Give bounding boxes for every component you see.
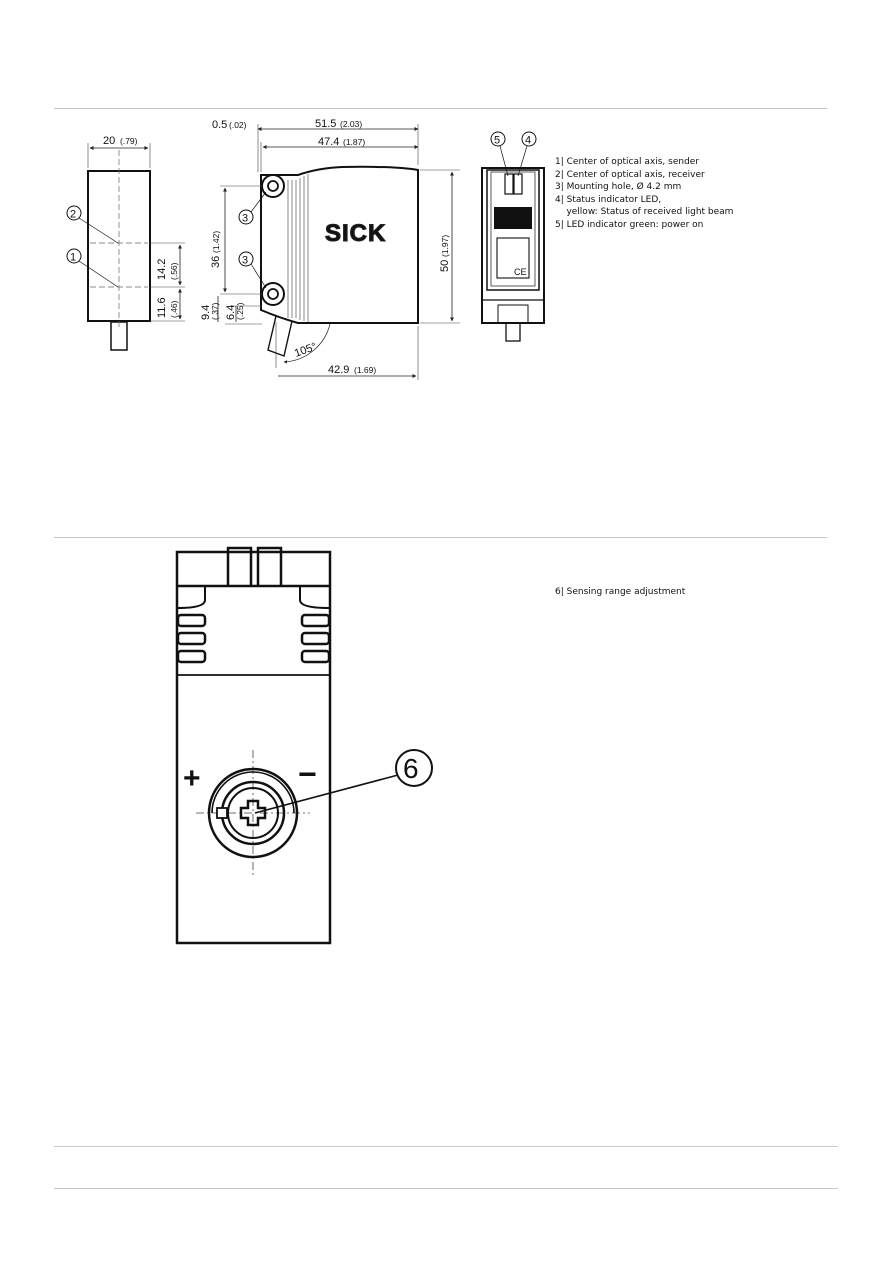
legend-section-2 xyxy=(555,586,685,599)
marker-3-upper: 3 xyxy=(242,212,249,225)
legend-item: 6| Sensing range adjustment xyxy=(555,587,686,597)
back-brand-logo: SICK xyxy=(500,213,529,227)
footer-rule-1 xyxy=(54,1146,838,1147)
body-length-label-in: (1.87) xyxy=(343,137,366,147)
total-length-label: 51.5 xyxy=(315,118,337,130)
legend-section-1 xyxy=(555,156,733,232)
front-spacing-label-in: (.56) xyxy=(169,262,179,280)
bottom-length-label: 42.9 xyxy=(328,364,350,376)
side-view xyxy=(200,118,460,380)
offset-label-in: (.02) xyxy=(229,120,247,130)
height-label: 50 xyxy=(439,259,451,272)
total-length-label-in: (2.03) xyxy=(340,119,363,129)
adjustment-drawing xyxy=(0,540,892,970)
body-length-label: 47.4 xyxy=(318,136,340,148)
legend-item: 4| Status indicator LED, xyxy=(555,194,662,205)
side-brand-logo: SICK xyxy=(325,220,387,247)
front-bottom-label-in: (.46) xyxy=(169,300,179,318)
hole-spacing-label: 36 xyxy=(210,255,222,268)
plus-sign: + xyxy=(183,762,201,795)
legend-item: 1| Center of optical axis, sender xyxy=(555,157,700,167)
marker-4: 4 xyxy=(525,134,532,147)
back-view xyxy=(482,132,544,341)
ce-mark: CE xyxy=(514,267,527,277)
dim-b-label: 6.4 xyxy=(225,304,237,320)
legend-item: yellow: Status of received light beam xyxy=(555,207,734,218)
front-bottom-label: 11.6 xyxy=(156,297,168,318)
legend-item: 5| LED indicator green: power on xyxy=(555,219,704,230)
marker-1: 1 xyxy=(70,251,77,264)
legend-item: 3| Mounting hole, Ø 4.2 mm xyxy=(555,182,682,193)
footer-rule-2 xyxy=(54,1188,838,1189)
height-label-in: (1.97) xyxy=(440,234,450,257)
offset-label: 0.5 xyxy=(212,119,228,131)
front-width-label: 20 xyxy=(103,135,116,147)
marker-3-lower: 3 xyxy=(242,254,249,267)
legend-item: 2| Center of optical axis, receiver xyxy=(555,169,705,180)
top-tabs xyxy=(228,548,281,586)
minus-sign: − xyxy=(298,756,317,792)
front-spacing-label: 14.2 xyxy=(156,258,168,280)
dim-a-label-in: (.37) xyxy=(210,302,220,320)
marker-2: 2 xyxy=(70,208,77,221)
dimensional-drawing xyxy=(0,0,892,540)
bottom-length-label-in: (1.69) xyxy=(354,365,377,375)
front-width-label-in: (.79) xyxy=(120,136,138,146)
dim-a-label: 9.4 xyxy=(200,304,212,320)
angle-label: 105° xyxy=(292,340,319,360)
front-view xyxy=(67,135,185,350)
hole-spacing-label-in: (1.42) xyxy=(211,230,221,253)
marker-6: 6 xyxy=(403,753,419,784)
dim-b-label-in: (.25) xyxy=(235,302,245,320)
marker-5: 5 xyxy=(494,134,501,147)
adjuster-housing xyxy=(177,552,330,943)
